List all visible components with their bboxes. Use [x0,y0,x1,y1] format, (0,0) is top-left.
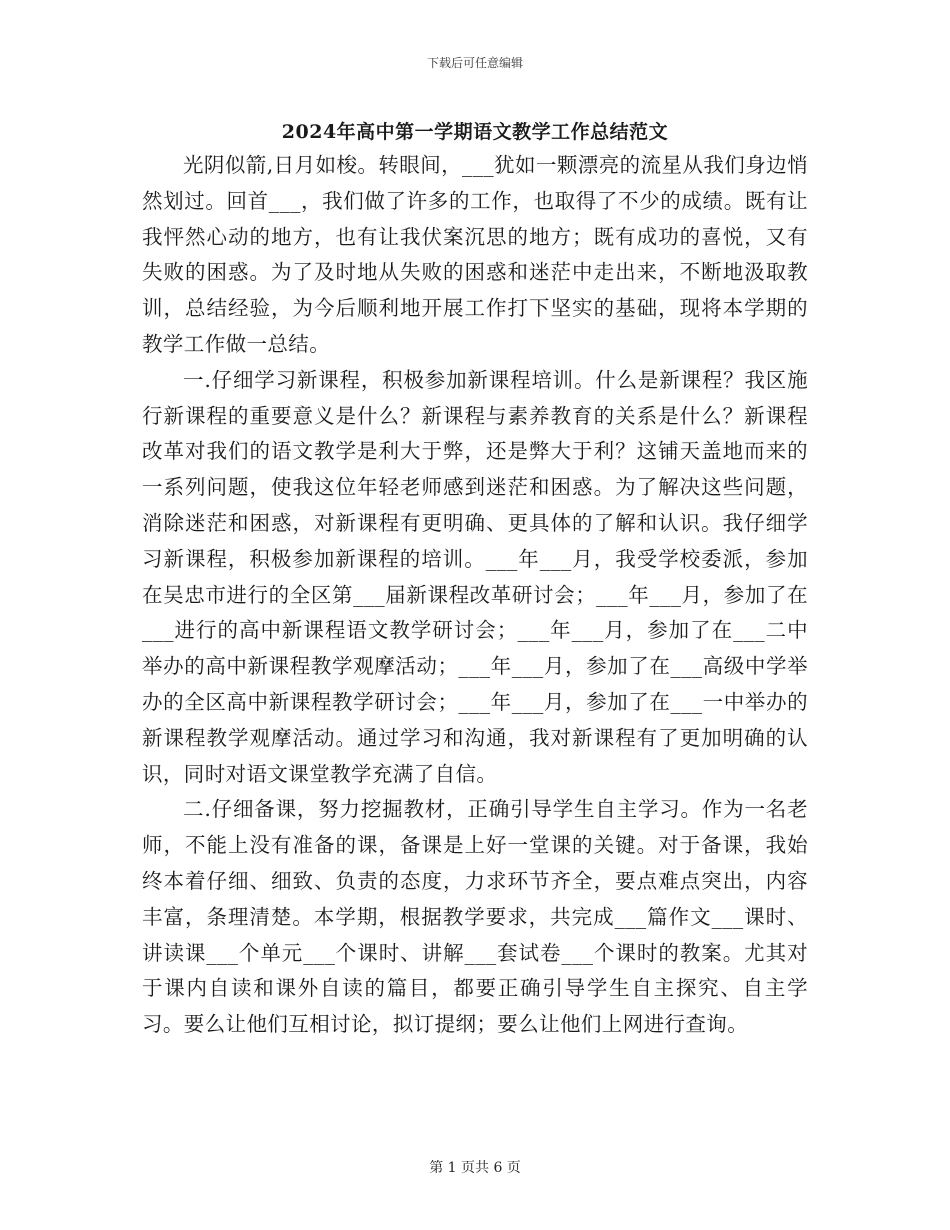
header-note: 下载后可任意编辑 [426,56,523,70]
page-number: 第 1 页共 6 页 [429,1160,521,1176]
document-title: 2024年高中第一学期语文教学工作总结范文 [281,121,669,143]
document-body [142,148,808,1043]
paragraph-section-2: 二.仔细备课，努力挖掘教材，正确引导学生自主学习。作为一名老师，不能上没有准备的课，备课是上好一堂课的关键。对于备课，我始终本着仔细、细致、负责的态度，力求环节齐全，要点难点突出，内容丰富，条理清楚。本学期，根据教学要求，共完成___篇作文___课时、讲读课___个单元___个课时、讲解___套试卷___个课时的教案。尤其对于课内自读和课外自读的篇目，都要正确引导学生自主探究、自主学习。要么让他们互相讨论，拟订提纲；要么让他们上网进行查询。 [142,797,808,1037]
paragraph-intro: 光阴似箭,日月如梭。转眼间，___犹如一颗漂亮的流星从我们身边悄然划过。回首___，我们做了许多的工作，也取得了不少的成绩。既有让我怦然心动的地方，也有让我伏案沉思的地方；既有成功的喜悦，又有失败的困惑。为了及时地从失败的困惑和迷茫中走出来，不断地汲取教训，总结经验，为今后顺利地开展工作打下坚实的基础，现将本学期的教学工作做一总结。 [142,153,808,356]
paragraph-section-1: 一.仔细学习新课程，积极参加新课程培训。什么是新课程？我区施行新课程的重要意义是什么？新课程与素养教育的关系是什么？新课程改革对我们的语文教学是利大于弊，还是弊大于利？这铺天盖地而来的一系列问题，使我这位年轻老师感到迷茫和困惑。为了解决这些问题，消除迷茫和困惑，对新课程有更明确、更具体的了解和认识。我仔细学习新课程，积极参加新课程的培训。___年___月，我受学校委派，参加在吴忠市进行的全区第___届新课程改革研讨会；___年___月，参加了在___进行的高中新课程语文教学研讨会；___年___月，参加了在___二中举办的高中新课程教学观摩活动；___年___月，参加了在___高级中学举办的全区高中新课程教学研讨会；___年___月，参加了在___一中举办的新课程教学观摩活动。通过学习和沟通，我对新课程有了更加明确的认识，同时对语文课堂教学充满了自信。 [142,367,808,786]
